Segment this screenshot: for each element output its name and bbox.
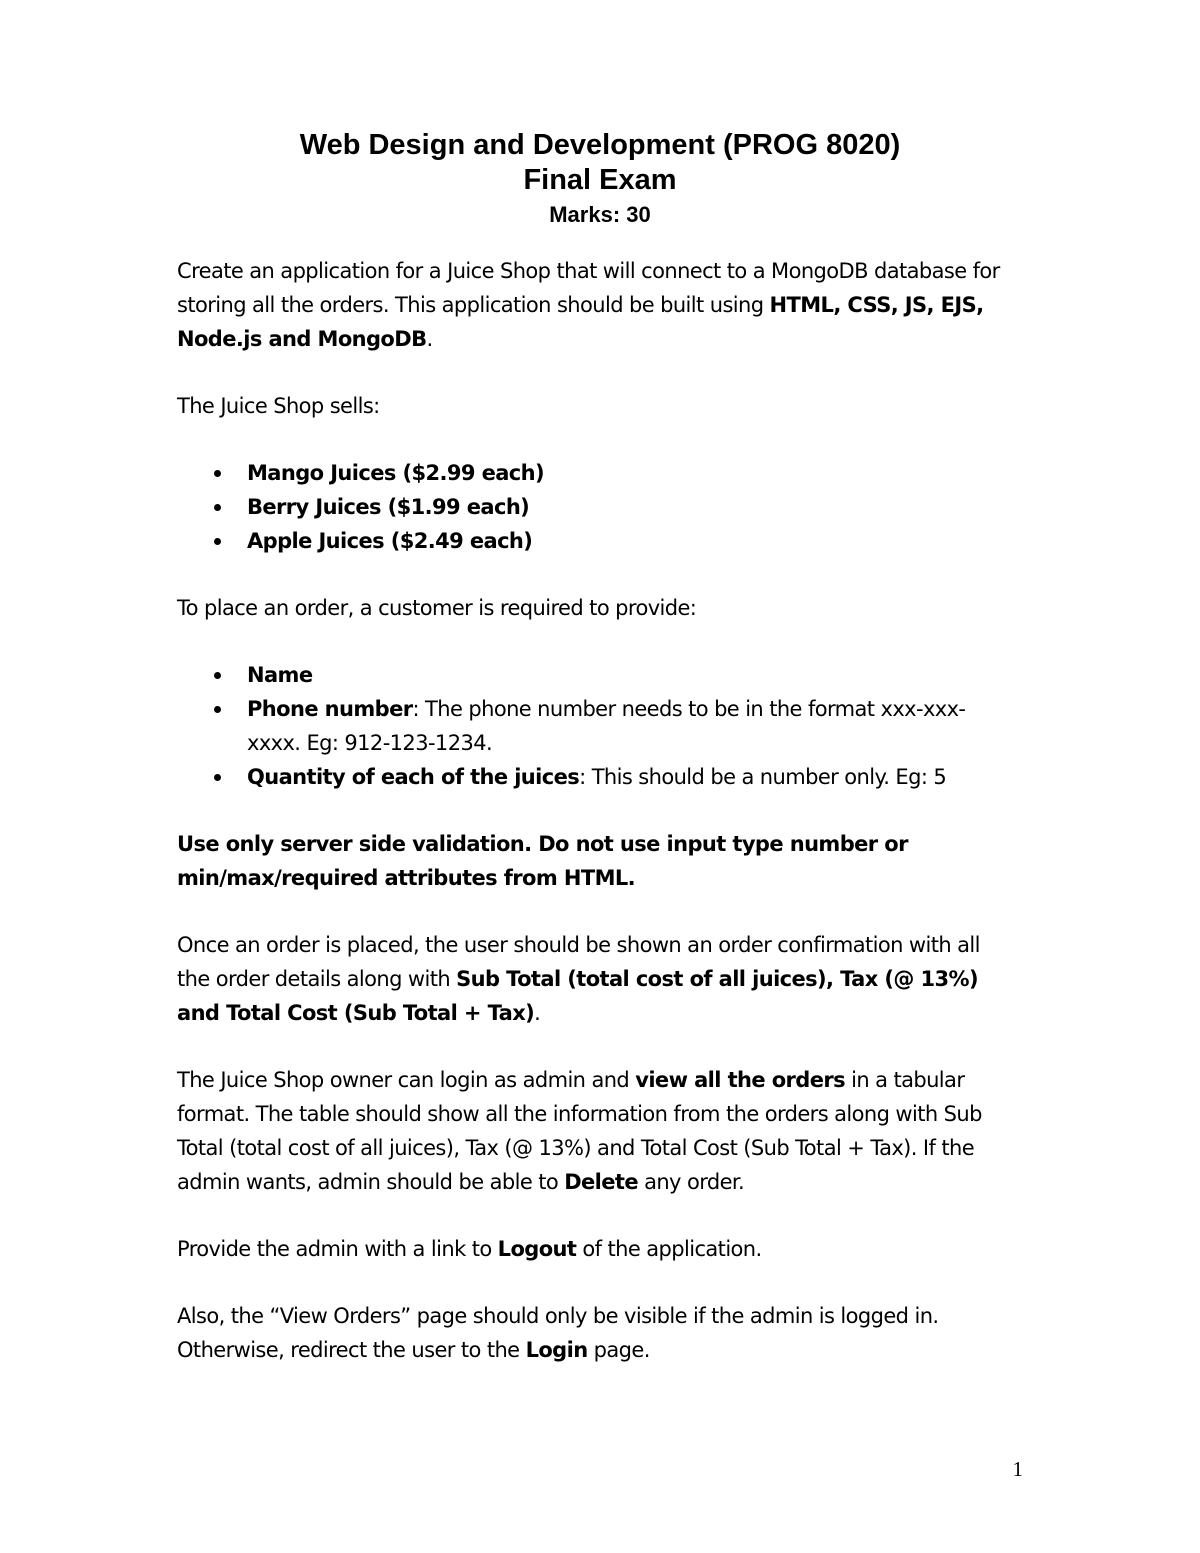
requirement-label: Phone number [247,697,413,721]
logout-text: Provide the admin with a link to [177,1237,498,1261]
requirement-detail: : This should be a number only. Eg: 5 [579,765,947,789]
admin-delete: Delete [564,1170,638,1194]
admin-paragraph [177,1063,1017,1199]
confirmation-text-end: . [534,1001,541,1025]
list-item [177,658,1017,692]
view-orders-paragraph [177,1299,1017,1367]
list-item [177,490,1017,524]
product-label: Apple Juices ($2.49 each) [247,529,533,553]
confirmation-text: Once an order is placed, the user should be shown an order confirmation with all the order details along with [177,933,980,991]
validation-note [177,827,1017,895]
list-item [177,456,1017,490]
admin-text: The Juice Shop owner can login as admin and [177,1068,636,1092]
requirement-label: Quantity of each of the juices [247,765,580,789]
logout-paragraph [177,1232,1017,1266]
bullet-icon [214,538,221,545]
document-header [0,128,1200,232]
list-item [177,692,1017,760]
product-label: Berry Juices ($1.99 each) [247,495,530,519]
requirements-heading: To place an order, a customer is required to provide: [177,596,697,620]
intro-text-end: . [426,327,433,351]
list-item [177,524,1017,558]
document-title: Web Design and Development (PROG 8020) [299,129,901,161]
validation-note-text: Use only server side validation. Do not use input type number or min/max/required attributes from HTML. [177,832,908,890]
marks-label: Marks: 30 [549,202,651,227]
document-subtitle: Final Exam [523,164,677,196]
bullet-icon [214,774,221,781]
page-number: 1 [1012,1457,1023,1481]
confirmation-totals: Sub Total (total cost of all juices), Tax (@ 13%) and Total Cost (Sub Total + Tax) [177,967,978,1025]
confirmation-paragraph [177,928,1017,1030]
bullet-icon [214,504,221,511]
view-orders-text: Also, the “View Orders” page should only be visible if the admin is logged in. Otherwise, redirect the user to the [177,1304,939,1362]
requirements-list [177,658,1017,794]
document-body [177,254,1017,1400]
admin-view-orders: view all the orders [635,1068,846,1092]
logout-keyword: Logout [497,1237,577,1261]
view-orders-text-end: page. [587,1338,650,1362]
intro-text: Create an application for a Juice Shop that will connect to a MongoDB database for storing all the orders. This application should be built using [177,259,1000,317]
sells-heading: The Juice Shop sells: [177,394,380,418]
product-label: Mango Juices ($2.99 each) [247,461,544,485]
list-item [177,760,1017,794]
product-list [177,456,1017,558]
logout-text-end: of the application. [576,1237,762,1261]
bullet-icon [214,470,221,477]
admin-text-middle: in a tabular format. The table should show all the information from the orders along with Sub Total (total cost of all juices), Tax (@ 13%) and Total Cost (Sub Total + Tax). If the admin wants, admin should be able to [177,1068,982,1194]
intro-paragraph [177,254,1017,356]
requirement-detail: : The phone number needs to be in the format xxx-xxx-xxxx. Eg: 912-123-1234. [247,697,966,755]
login-keyword: Login [525,1338,588,1362]
admin-text-end: any order. [638,1170,745,1194]
requirement-label: Name [247,663,313,687]
bullet-icon [214,706,221,713]
bullet-icon [214,672,221,679]
intro-tech-list: HTML, CSS, JS, EJS, Node.js and MongoDB [177,293,984,351]
